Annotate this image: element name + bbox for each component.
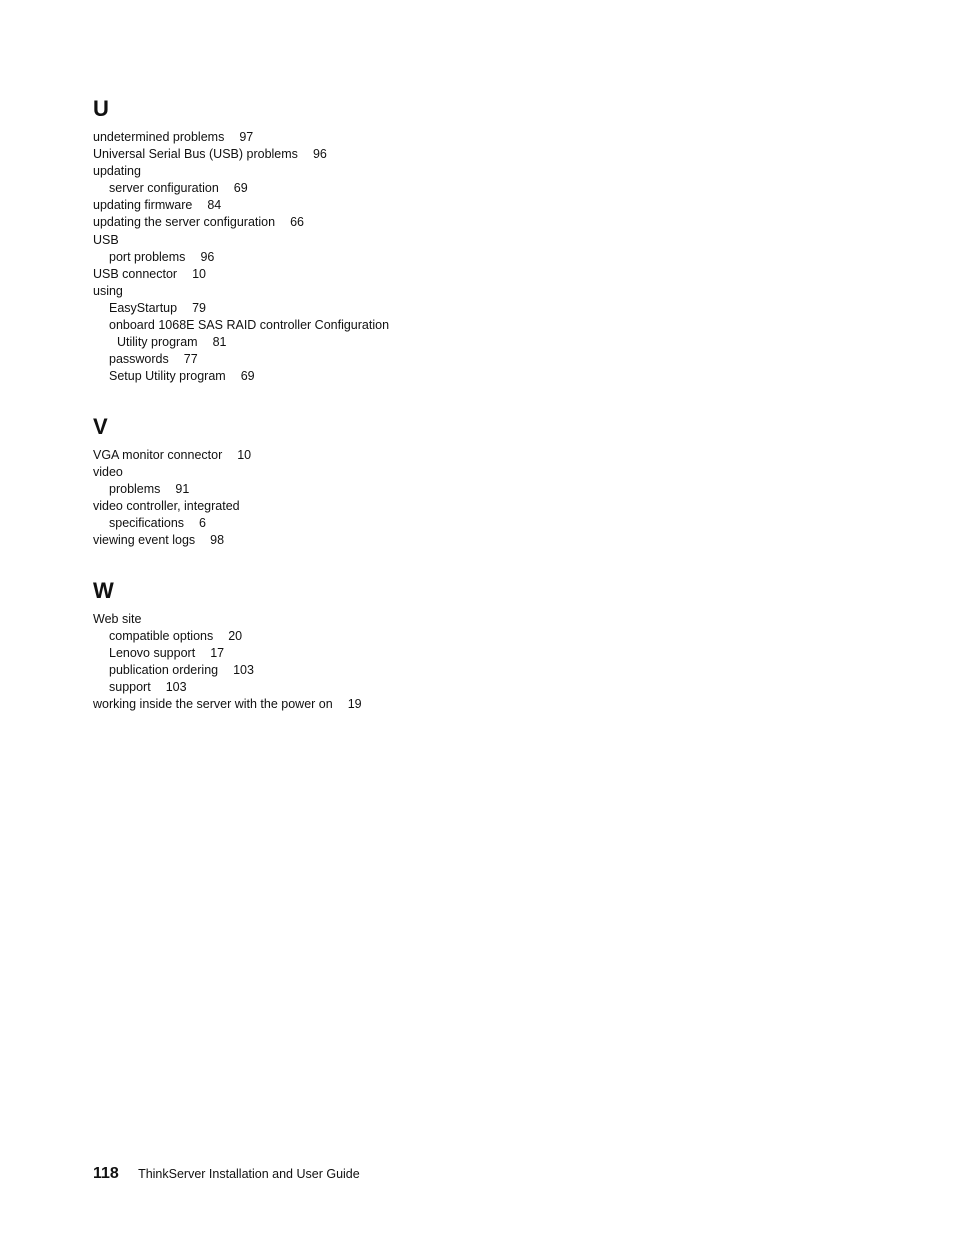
- entry-page-ref[interactable]: 6: [199, 516, 206, 531]
- index-entry: [93, 628, 362, 645]
- entry-term: support: [109, 680, 151, 695]
- index-entry: [93, 300, 389, 317]
- index-entry: [93, 532, 251, 549]
- entry-term: EasyStartup: [109, 300, 178, 315]
- entry-list: [93, 447, 251, 550]
- index-entry: [93, 447, 251, 464]
- entry-page-ref[interactable]: 96: [200, 249, 215, 264]
- entry-term: Utility program: [117, 335, 198, 350]
- entry-term: updating: [93, 164, 141, 179]
- index-entry: [93, 249, 389, 266]
- index-entry: [93, 163, 389, 180]
- entry-page-ref[interactable]: 103: [165, 680, 187, 695]
- entry-term: video: [93, 465, 123, 480]
- entry-page-ref[interactable]: 17: [210, 646, 225, 661]
- entry-term: working inside the server with the power on: [93, 697, 333, 712]
- index-entry: [93, 197, 389, 214]
- page-footer: [93, 1165, 360, 1183]
- index-entry: [93, 317, 389, 334]
- entry-term: undetermined problems: [93, 130, 225, 144]
- index-entry: [93, 214, 389, 231]
- index-entry: [93, 662, 362, 679]
- entry-term: server configuration: [109, 181, 219, 196]
- entry-list: [93, 129, 389, 385]
- entry-term: specifications: [109, 516, 185, 531]
- entry-term: compatible options: [109, 629, 214, 644]
- entry-page-ref[interactable]: 10: [237, 448, 252, 462]
- index-entry: [93, 498, 251, 515]
- index-entry: [93, 645, 362, 662]
- entry-page-ref[interactable]: 96: [312, 147, 327, 162]
- index-section-v: [93, 416, 251, 550]
- index-entry: [93, 696, 362, 713]
- entry-page-ref[interactable]: 97: [239, 130, 254, 144]
- entry-term: Web site: [93, 612, 142, 626]
- index-entry: [93, 129, 389, 146]
- index-entry: [93, 180, 389, 197]
- index-entry: [93, 351, 389, 368]
- entry-page-ref[interactable]: 84: [207, 198, 222, 213]
- index-entry: [93, 515, 251, 532]
- entry-page-ref[interactable]: 69: [233, 181, 248, 196]
- index-entry: [93, 283, 389, 300]
- index-entry: [93, 481, 251, 498]
- index-section-u: [93, 98, 389, 385]
- page-number: 118: [93, 1165, 119, 1182]
- entry-page-ref[interactable]: 77: [183, 352, 198, 367]
- index-entry: [93, 146, 389, 163]
- index-entry: [93, 464, 251, 481]
- entry-page-ref[interactable]: 69: [240, 369, 255, 384]
- entry-term: video controller, integrated: [93, 499, 240, 514]
- entry-page-ref[interactable]: 98: [210, 533, 225, 548]
- entry-page-ref[interactable]: 79: [192, 300, 206, 315]
- entry-page-ref[interactable]: 103: [233, 663, 254, 678]
- entry-term: updating firmware: [93, 198, 193, 213]
- entry-term: passwords: [109, 352, 169, 367]
- entry-page-ref[interactable]: 20: [228, 629, 243, 644]
- entry-term: onboard 1068E SAS RAID controller Configuration: [109, 318, 390, 333]
- entry-page-ref[interactable]: 19: [347, 697, 362, 712]
- index-section-w: [93, 580, 362, 714]
- entry-term: publication ordering: [109, 663, 219, 678]
- entry-term: USB: [93, 232, 119, 247]
- entry-term: using: [93, 283, 123, 298]
- entry-term: viewing event logs: [93, 533, 196, 548]
- entry-page-ref[interactable]: 81: [212, 335, 227, 350]
- index-entry: [93, 266, 389, 283]
- index-entry: [93, 334, 389, 351]
- document-title: ThinkServer Installation and User Guide: [138, 1167, 360, 1181]
- entry-term: VGA monitor connector: [93, 448, 223, 462]
- entry-term: Setup Utility program: [109, 369, 226, 384]
- entry-term: Universal Serial Bus (USB) problems: [93, 147, 298, 162]
- index-entry: [93, 611, 362, 628]
- section-letter: U: [93, 96, 109, 121]
- entry-term: Lenovo support: [109, 646, 196, 661]
- section-letter: W: [93, 578, 114, 603]
- entry-term: USB connector: [93, 266, 178, 281]
- index-entry: [93, 232, 389, 249]
- entry-page-ref[interactable]: 91: [175, 482, 190, 497]
- section-letter: V: [93, 414, 108, 439]
- entry-page-ref[interactable]: 66: [290, 215, 304, 230]
- entry-page-ref[interactable]: 10: [192, 266, 206, 281]
- entry-term: problems: [109, 482, 161, 497]
- index-entry: [93, 679, 362, 696]
- entry-term: port problems: [109, 249, 186, 264]
- entry-list: [93, 611, 362, 714]
- index-entry: [93, 368, 389, 385]
- entry-term: updating the server configuration: [93, 215, 276, 230]
